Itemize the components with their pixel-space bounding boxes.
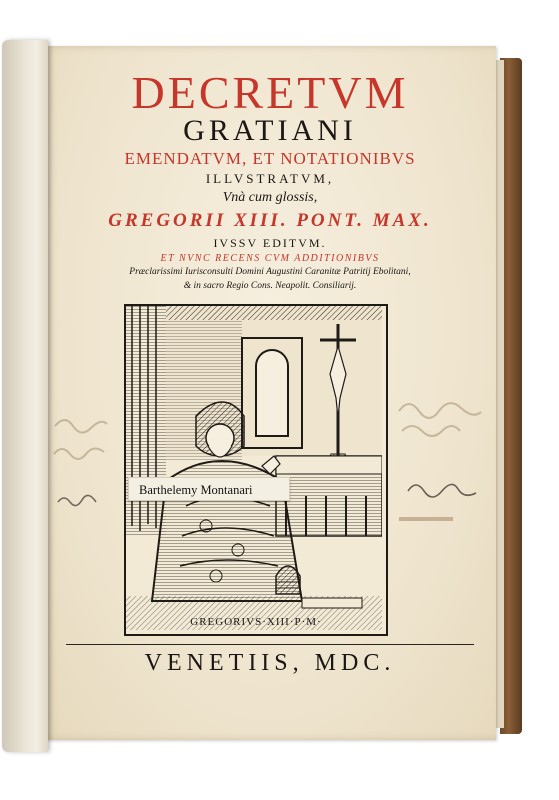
- ownership-label-slip: Barthelemy Montanari: [128, 477, 290, 501]
- title-glossis: Vnà cum glossis,: [222, 190, 318, 205]
- title-iussu: IVSSV EDITVM.: [213, 236, 327, 250]
- manuscript-ink-left: [50, 406, 120, 516]
- manuscript-ink-right: [394, 391, 489, 541]
- title-additionibus: ET NVNC RECENS CVM ADDITIONIBVS: [160, 253, 380, 264]
- title-caranitae: Præclarissimi Iurisconsulti Domini Augustini Caranitæ Patritij Ebolitani,: [129, 267, 411, 277]
- title-main: DECRETVM: [131, 67, 409, 118]
- title-gratiani: GRATIANI: [183, 114, 357, 147]
- imprint: VENETIIS, MDC.: [144, 650, 396, 676]
- imprint-rule: [66, 644, 474, 645]
- woodcut-illustration: [124, 304, 388, 636]
- title-consiliarii: & in sacro Regio Cons. Neapolit. Consiliarij.: [183, 281, 357, 291]
- title-page: [44, 46, 496, 740]
- vellum-spine-flap: [2, 40, 48, 752]
- title-gregorii: GREGORII XIII. PONT. MAX.: [108, 210, 432, 231]
- woodcut-pope-at-prayer: [126, 306, 382, 630]
- title-emendatum: EMENDATVM, ET NOTATIONIBVS: [124, 149, 416, 168]
- title-illustratum: ILLVSTRATVM,: [205, 171, 335, 186]
- woodcut-caption: GREGORIVS·XIII·P·M·: [190, 616, 322, 628]
